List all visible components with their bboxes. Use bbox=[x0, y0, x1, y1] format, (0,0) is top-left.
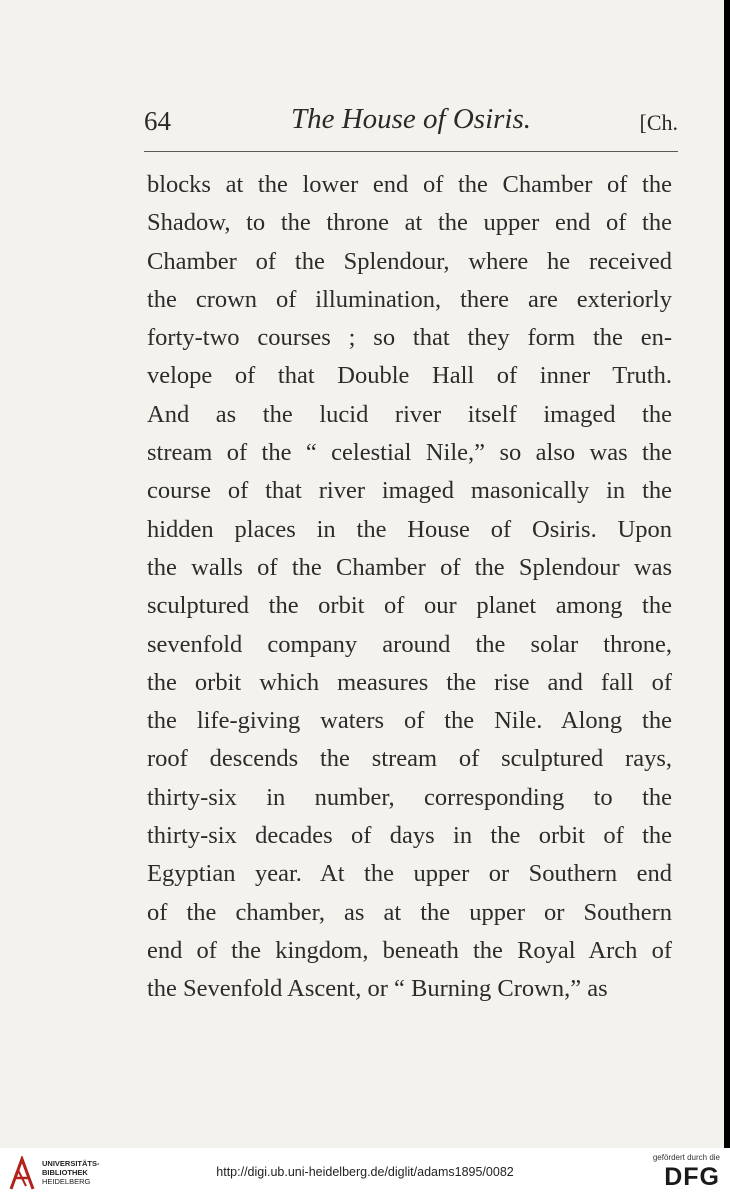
text-line: the walls of the Chamber of the Splendour was bbox=[147, 553, 672, 581]
text-line: the orbit which measures the rise and fall of bbox=[147, 668, 672, 696]
body-text bbox=[147, 166, 672, 1009]
footer-bar bbox=[0, 1148, 730, 1200]
running-title: The House of Osiris. bbox=[290, 103, 532, 135]
text-line: Egyptian year. At the upper or Southern end bbox=[147, 860, 672, 888]
text-line: thirty-six in number, corresponding to the bbox=[147, 783, 672, 811]
chapter-mark: [Ch. bbox=[639, 110, 678, 135]
text-line: blocks at the lower end of the Chamber of the bbox=[147, 171, 672, 198]
text-line: of the chamber, as at the upper or Southern bbox=[147, 898, 672, 926]
text-line: hidden places in the House of Osiris. Upon bbox=[147, 515, 672, 543]
dfg-logo: DFG bbox=[664, 1163, 720, 1191]
text-line: roof descends the stream of sculptured rays, bbox=[147, 745, 672, 773]
text-line: course of that river imaged masonically in the bbox=[147, 477, 672, 505]
text-line: And as the lucid river itself imaged the bbox=[147, 400, 672, 428]
text-line: sculptured the orbit of our planet among the bbox=[147, 592, 672, 620]
page-number: 64 bbox=[144, 106, 171, 136]
text-line: velope of that Double Hall of inner Truth. bbox=[147, 362, 672, 390]
text-line: Chamber of the Splendour, where he received bbox=[147, 247, 672, 275]
text-line: Shadow, to the throne at the upper end of the bbox=[147, 209, 672, 237]
text-line: sevenfold company around the solar throne, bbox=[147, 630, 672, 658]
funder-note bbox=[653, 1153, 720, 1191]
library-name-line: BIBLIOTHEK bbox=[42, 1168, 88, 1177]
source-url-link[interactable]: http://digi.ub.uni-heidelberg.de/diglit/adams1895/0082 bbox=[216, 1165, 514, 1179]
text-line: stream of the “ celestial Nile,” so also was the bbox=[147, 439, 672, 467]
header-rule bbox=[144, 151, 678, 152]
library-name-line: HEIDELBERG bbox=[42, 1177, 91, 1186]
running-head bbox=[144, 98, 678, 148]
text-line: the crown of illumination, there are exteriorly bbox=[147, 285, 672, 313]
library-name-line: UNIVERSITÄTS- bbox=[42, 1159, 100, 1168]
funder-caption: gefördert durch die bbox=[652, 1153, 720, 1162]
text-line: the life-giving waters of the Nile. Along the bbox=[147, 707, 672, 735]
text-line: forty-two courses ; so that they form the en- bbox=[147, 324, 672, 352]
text-line: the Sevenfold Ascent, or “ Burning Crown,” as bbox=[147, 975, 608, 1003]
text-line: thirty-six decades of days in the orbit of the bbox=[147, 822, 672, 850]
text-line: end of the kingdom, beneath the Royal Arch of bbox=[147, 936, 672, 964]
